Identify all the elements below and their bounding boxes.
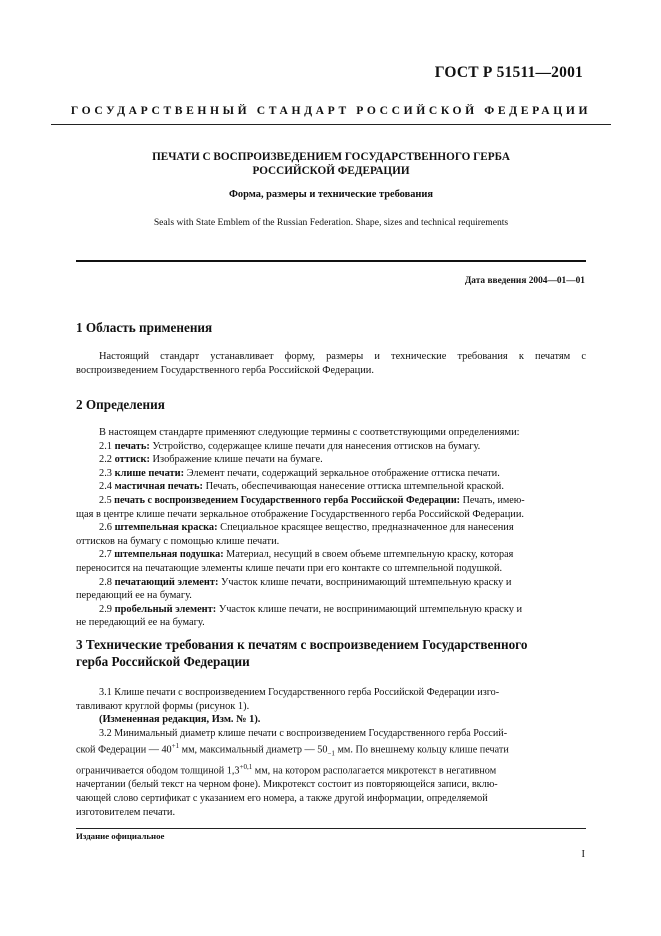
section-2-heading: 2 Определения: [76, 397, 165, 412]
definition-2-2: 2.2 оттиск: Изображение клише печати на бумаге.: [99, 454, 323, 466]
definition-2-6: 2.6 штемпельная краска: Специальное красящее вещество, предназначенное для нанесения: [99, 522, 514, 534]
definition-2-1: 2.1 печать: Устройство, содержащее клише печати для нанесения оттисков на бумагу.: [99, 440, 481, 452]
document-subtitle: Форма, размеры и технические требования: [229, 189, 433, 200]
section-1-body: [76, 350, 586, 377]
clause-3-2-line-1: 3.2 Минимальный диаметр клише печати с воспроизведением Государственного герба Россий-: [99, 727, 508, 739]
standard-banner: ГОСУДАРСТВЕННЫЙ СТАНДАРТ РОССИЙСКОЙ ФЕДЕРАЦИИ: [70, 104, 592, 117]
definition-2-3: 2.3 клише печати: Элемент печати, содержащий зеркальное отображение оттиска печати.: [99, 467, 500, 479]
definition-term: оттиск:: [114, 454, 150, 466]
definition-2-8: 2.8 печатающий элемент: Участок клише печати, воспринимающий штемпельную краску и: [99, 576, 512, 588]
english-title: Seals with State Emblem of the Russian Federation. Shape, sizes and technical requirements: [153, 217, 509, 228]
title-line-2: РОССИЙСКОЙ ФЕДЕРАЦИИ: [252, 165, 410, 177]
definition-term: печать с воспроизведением Государственного герба Российской Федерации:: [114, 494, 461, 506]
effective-date: Дата введения 2004—01—01: [464, 276, 585, 286]
section-1-line-2: воспроизведением Государственного герба Российской Федерации.: [76, 364, 374, 376]
definition-term: пробельный элемент:: [114, 603, 217, 615]
definition-2-8-cont: передающий ее на бумагу.: [76, 590, 192, 602]
section-2-body: [76, 426, 586, 630]
definition-2-9: 2.9 пробельный элемент: Участок клише печати, не воспринимающий штемпельную краску и: [99, 603, 523, 615]
definition-2-6-cont: оттисков на бумагу с помощью клише печати.: [76, 535, 280, 547]
clause-3-1-line-2: тавливают круглой формы (рисунок 1).: [76, 700, 250, 712]
section-1-heading: 1 Область применения: [76, 320, 213, 335]
clause-3-2-line-4: начертании (белый текст на черном фоне). Микротекст состоит из повторяющейся записи, вклю-: [76, 779, 498, 791]
title-line-1: ПЕЧАТИ С ВОСПРОИЗВЕДЕНИЕМ ГОСУДАРСТВЕННОГО ГЕРБА: [152, 151, 510, 163]
title-rule: [76, 260, 586, 262]
definition-2-7-cont: переносится на печатающие элементы клише печати при его контакте со штемпельной подушкой.: [76, 562, 503, 574]
definition-2-9-cont: не передающий ее на бумагу.: [76, 617, 205, 629]
definition-term: штемпельная подушка:: [114, 549, 224, 561]
edition-note: Издание официальное: [76, 831, 165, 841]
definition-2-5: 2.5 печать с воспроизведением Государственного герба Российской Федерации: Печать, имею-: [99, 494, 525, 506]
definition-term: печать:: [114, 440, 150, 452]
section-3-heading-line-2: герба Российской Федерации: [76, 654, 250, 669]
clause-3-1-line-1: 3.1 Клише печати с воспроизведением Государственного герба Российской Федерации изго-: [99, 687, 500, 698]
definition-term: мастичная печать:: [114, 481, 203, 493]
section-1-line-1: Настоящий стандарт устанавливает форму, размеры и технические требования к печатям с: [99, 351, 586, 362]
definition-2-4: 2.4 мастичная печать: Печать, обеспечивающая нанесение оттиска штемпельной краской.: [99, 481, 504, 493]
section-2-intro: В настоящем стандарте применяют следующие термины с соответствующими определениями:: [99, 427, 520, 438]
definition-term: штемпельная краска:: [114, 522, 218, 534]
clause-3-2-line-3: ограничивается ободом толщиной $1,3^{+0,1}$ мм, на котором располагается микротекст в негативном: [76, 763, 497, 777]
document-number: ГОСТ Р 51511—2001: [434, 64, 583, 81]
clause-3-2-line-5: чающей слово сертификат с указанием его номера, а также другой информации, определяемой: [76, 792, 488, 804]
clause-3-2-line-2: ской Федерации — $40^{+1}$ мм, максимальный диаметр — $50_{-1}$ мм. По внешнему кольцу клише печати: [76, 742, 509, 758]
header-rule: [51, 124, 611, 125]
amendment-note: (Измененная редакция, Изм. № 1).: [99, 714, 261, 726]
definition-2-5-cont: щая в центре клише печати зеркальное отображение Государственного герба Российской Федерации.: [76, 508, 525, 520]
document-title: [76, 150, 586, 178]
section-3-heading: [76, 636, 586, 670]
footer-rule: [76, 828, 586, 829]
definition-term: клише печати:: [114, 467, 185, 479]
clause-3-2-line-6: изготовителем печати.: [76, 806, 176, 818]
section-3-body: [76, 686, 586, 819]
section-3-heading-line-1: 3 Технические требования к печатям с воспроизведением Государственного: [76, 637, 528, 652]
page-number: I: [581, 849, 585, 860]
definition-2-7: 2.7 штемпельная подушка: Материал, несущий в своем объеме штемпельную краску, которая: [99, 549, 514, 561]
definition-term: печатающий элемент:: [114, 576, 219, 588]
